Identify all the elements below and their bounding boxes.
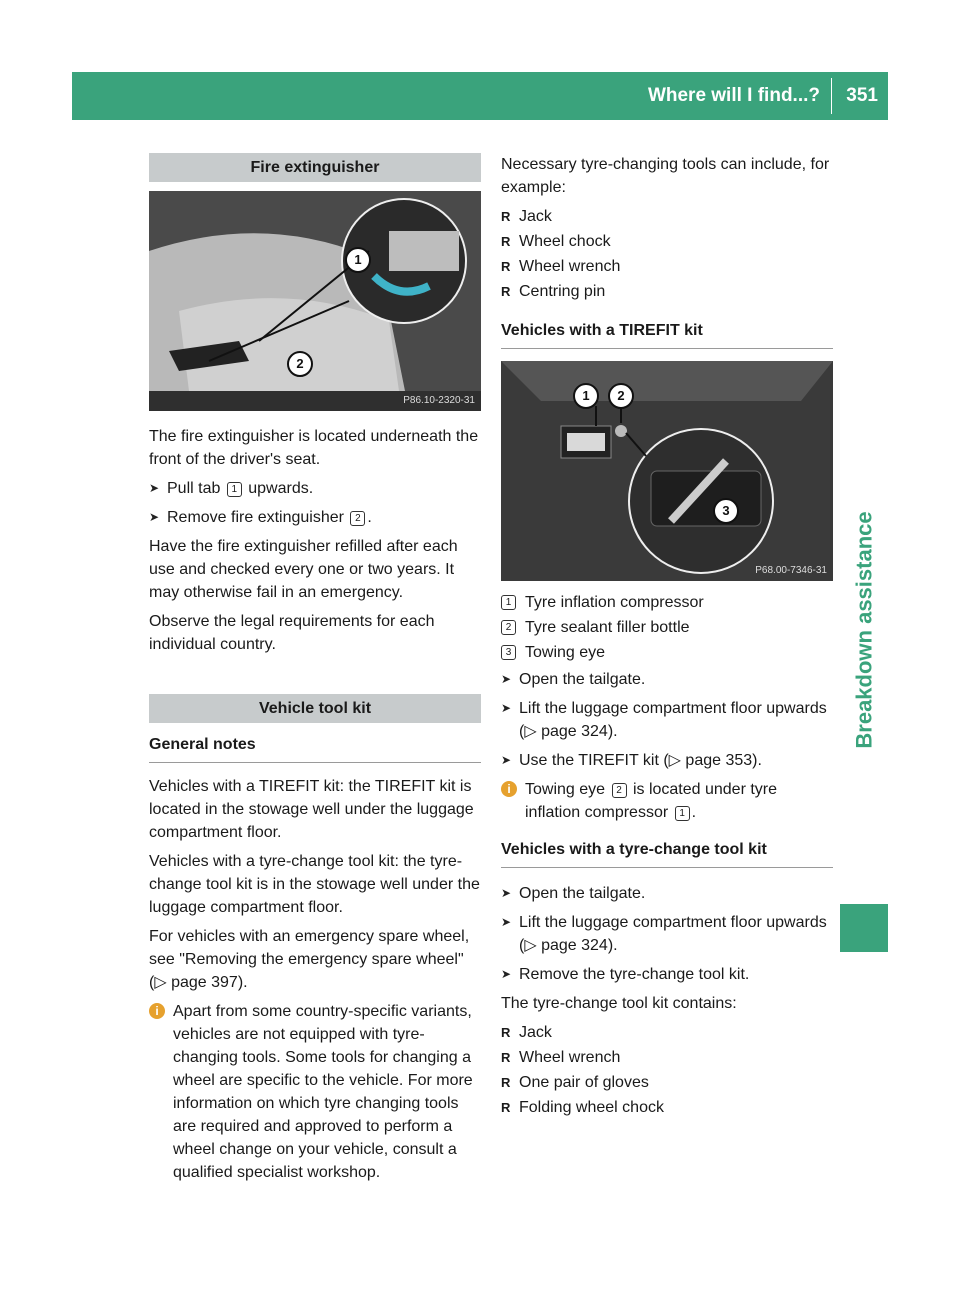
list-item: R Wheel chock [501,230,833,253]
right-column [501,153,833,1121]
tools-intro: Necessary tyre-changing tools can include, for example: [501,156,830,196]
tyre-change-note: Vehicles with a tyre-change tool kit: the tyre-change tool kit is in the stowage well under the luggage compartment floor. [149,853,480,916]
fire-intro: The fire extinguisher is located underneath the front of the driver's seat. [149,428,479,468]
side-tab-label: Breakdown assistance [851,511,877,749]
number-badge: 2 [350,511,365,526]
info-icon: i [501,781,517,797]
left-column [149,153,481,1190]
number-badge: 1 [227,482,242,497]
header-divider [831,78,832,114]
section-heading-fire: Fire extinguisher [149,153,481,182]
side-tab [840,440,888,820]
spare-wheel-note: For vehicles with an emergency spare wheel, see "Removing the emergency spare wheel" (▷ page 397). [149,928,470,991]
photo-code: P68.00-7346-31 [755,565,827,576]
tirefit-illustration [501,361,833,581]
number-badge: 3 [501,645,516,660]
callout-1: 1 [573,383,599,409]
step-pull-tab [149,477,481,500]
callout-2: 2 [608,383,634,409]
tirefit-note: Vehicles with a TIREFIT kit: the TIREFIT kit is located in the stowage well under the luggage compartment floor. [149,778,474,841]
step-lift-floor-2: ➤ Lift the luggage compartment floor upwards (▷ page 324). [501,911,833,957]
step-text: Remove fire extinguisher [167,509,349,526]
step-open-tailgate-2: ➤ Open the tailgate. [501,882,833,905]
number-badge: 1 [501,595,516,610]
tirefit-heading: Vehicles with a TIREFIT kit [501,319,833,349]
list-item: R One pair of gloves [501,1071,833,1094]
legend-item [501,641,833,664]
number-badge: 2 [612,783,627,798]
legend-text: Towing eye [525,644,606,661]
callout-1: 1 [345,247,371,273]
number-badge: 1 [675,806,690,821]
step-remove-kit: ➤ Remove the tyre-change tool kit. [501,963,833,986]
callout-2: 2 [287,351,313,377]
legend-item [501,591,833,614]
info-text: is located under tyre inflation compressor [525,781,778,821]
photo-code: P86.10-2320-31 [403,395,475,406]
number-badge: 2 [501,620,516,635]
towing-eye-info [501,778,833,824]
callout-3: 3 [713,498,739,524]
tyre-change-heading: Vehicles with a tyre-change tool kit [501,838,833,868]
list-item: R Jack [501,205,833,228]
legend-item [501,616,833,639]
header-bar [72,72,888,120]
seat-illustration [149,191,481,411]
tirefit-photo [501,361,833,581]
step-text: Pull tab [167,480,225,497]
step-text: . [367,509,372,526]
info-text: . [691,804,697,821]
info-text: Towing eye [525,781,610,798]
legal-paragraph: Observe the legal requirements for each individual country. [149,613,435,653]
legend [501,591,833,664]
step-remove-extinguisher [149,506,481,529]
step-use-tirefit: ➤ Use the TIREFIT kit (▷ page 353). [501,749,833,772]
step-lift-floor: ➤ Lift the luggage compartment floor upwards (▷ page 324). [501,697,833,743]
page-number: 351 [846,85,878,106]
section-heading-toolkit: Vehicle tool kit [149,694,481,723]
refill-paragraph: Have the fire extinguisher refilled after each use and checked every one or two years. It may otherwise fail in an emergency. [149,538,458,601]
kit-contents-intro: The tyre-change tool kit contains: [501,995,737,1012]
info-text: Apart from some country-specific variants, vehicles are not equipped with tyre-changing tools. Some tools for changing a wheel are specific to the vehicle. For more information on which tyre changing tools are required and approved to perform a wheel change on your vehicle, consult a qualified specialist workshop. [173,1003,473,1181]
list-item: R Wheel wrench [501,1046,833,1069]
general-notes-heading: General notes [149,733,481,763]
list-item: R Jack [501,1021,833,1044]
info-icon: i [149,1003,165,1019]
side-marker [840,904,888,952]
step-text: upwards. [243,480,314,497]
page-title: Where will I find...? [647,85,820,106]
seat-photo [149,191,481,411]
list-item: R Folding wheel chock [501,1096,833,1119]
step-open-tailgate: ➤ Open the tailgate. [501,668,833,691]
list-item: R Centring pin [501,280,833,303]
legend-text: Tyre sealant filler bottle [525,619,690,636]
list-item: R Wheel wrench [501,255,833,278]
legend-text: Tyre inflation compressor [525,594,704,611]
info-note [149,1000,481,1184]
